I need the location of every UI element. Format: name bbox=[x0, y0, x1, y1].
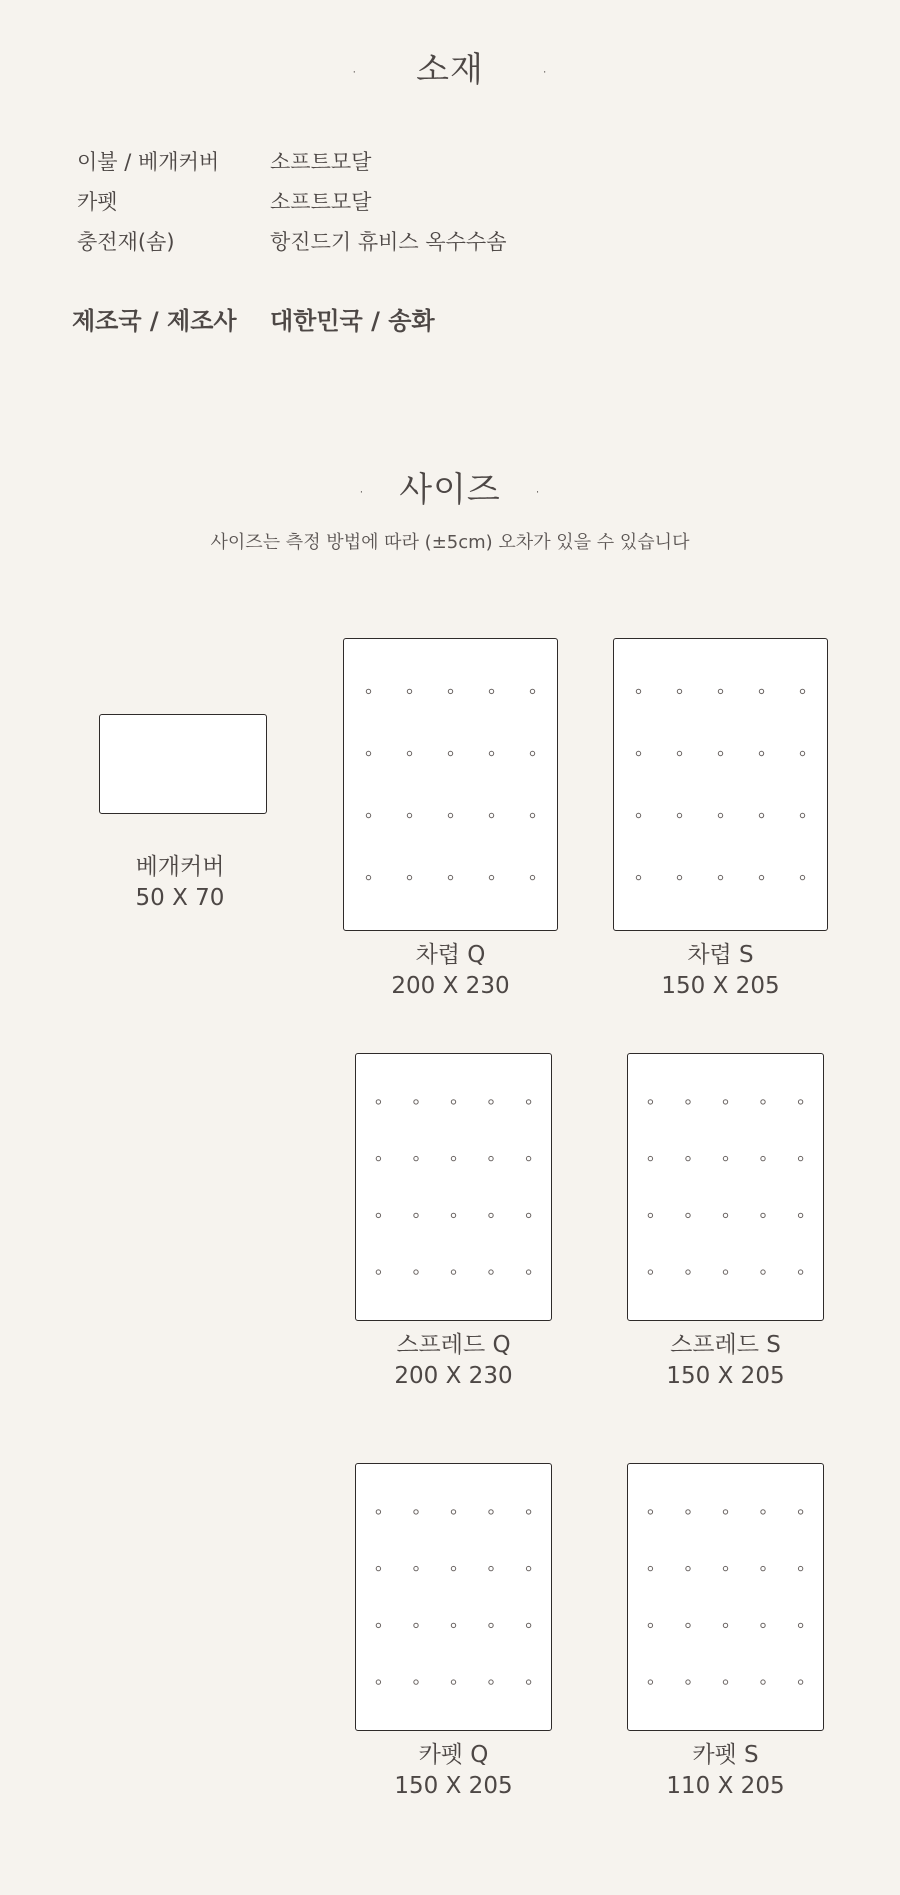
quilt-dot bbox=[723, 1100, 727, 1104]
quilt-dot bbox=[376, 1156, 380, 1160]
quilt-dot bbox=[759, 875, 763, 879]
quilt-dot bbox=[448, 813, 452, 817]
quilt-dot bbox=[376, 1213, 380, 1217]
quilt-dot bbox=[526, 1213, 530, 1217]
quilt-dot bbox=[686, 1623, 690, 1627]
quilt-dot bbox=[414, 1566, 418, 1570]
spread-q-caption bbox=[345, 1330, 562, 1392]
quilt-dot bbox=[489, 1100, 493, 1104]
quilt-dot bbox=[366, 875, 370, 879]
quilt-dot bbox=[800, 813, 804, 817]
quilt-dot bbox=[723, 1566, 727, 1570]
spread-s-dims: 150 X 205 bbox=[666, 1363, 785, 1389]
title-dot-right: · bbox=[541, 59, 549, 84]
quilt-dot bbox=[723, 1680, 727, 1684]
quilt-dot bbox=[636, 875, 640, 879]
quilt-dot bbox=[718, 689, 722, 693]
quilt-dot bbox=[376, 1623, 380, 1627]
quilt-dot bbox=[489, 1213, 493, 1217]
quilt-dot bbox=[530, 813, 534, 817]
quilt-dot bbox=[800, 689, 804, 693]
material-value-filling: 항진드기 휴비스 옥수수솜 bbox=[270, 230, 507, 254]
quilt-dot bbox=[761, 1156, 765, 1160]
material-label-filling: 충전재(솜) bbox=[77, 230, 175, 254]
quilt-dot bbox=[414, 1100, 418, 1104]
quilt-dot bbox=[723, 1623, 727, 1627]
material-value-bedding: 소프트모달 bbox=[270, 150, 372, 174]
carpet-s-dims: 110 X 205 bbox=[666, 1773, 785, 1799]
quilt-dot-pattern bbox=[344, 639, 557, 930]
spread-q-diagram bbox=[355, 1053, 552, 1321]
quilt-dot bbox=[489, 1566, 493, 1570]
quilt-dot bbox=[723, 1510, 727, 1514]
quilt-dot bbox=[526, 1566, 530, 1570]
quilt-dot bbox=[648, 1213, 652, 1217]
quilt-dot bbox=[414, 1680, 418, 1684]
quilt-dot bbox=[718, 751, 722, 755]
chaleop-s-diagram bbox=[613, 638, 828, 931]
title-dot-left: · bbox=[351, 59, 359, 84]
spread-q-dims: 200 X 230 bbox=[394, 1363, 513, 1389]
spread-s-diagram bbox=[627, 1053, 824, 1321]
carpet-s-name: 카펫 S bbox=[692, 1742, 759, 1768]
origin-value: 대한민국 / 송화 bbox=[270, 307, 435, 335]
material-value-carpet: 소프트모달 bbox=[270, 190, 372, 214]
quilt-dot-pattern bbox=[628, 1054, 823, 1320]
quilt-dot bbox=[686, 1680, 690, 1684]
quilt-dot bbox=[723, 1213, 727, 1217]
quilt-dot bbox=[448, 751, 452, 755]
quilt-dot bbox=[407, 689, 411, 693]
quilt-dot bbox=[526, 1623, 530, 1627]
quilt-dot bbox=[489, 875, 493, 879]
material-title-text: 소재 bbox=[416, 50, 484, 90]
carpet-q-diagram bbox=[355, 1463, 552, 1731]
quilt-dot bbox=[366, 689, 370, 693]
quilt-dot bbox=[636, 813, 640, 817]
quilt-dot bbox=[414, 1510, 418, 1514]
chaleop-s-caption bbox=[613, 940, 828, 1002]
quilt-dot bbox=[798, 1156, 802, 1160]
quilt-dot bbox=[451, 1566, 455, 1570]
chaleop-s-name: 차렵 S bbox=[687, 942, 754, 968]
quilt-dot bbox=[526, 1156, 530, 1160]
quilt-dot bbox=[686, 1100, 690, 1104]
quilt-dot bbox=[636, 751, 640, 755]
quilt-dot bbox=[648, 1270, 652, 1274]
quilt-dot bbox=[414, 1270, 418, 1274]
quilt-dot bbox=[798, 1680, 802, 1684]
pillowcover-caption bbox=[99, 852, 261, 914]
quilt-dot bbox=[648, 1100, 652, 1104]
title-dot-left: · bbox=[358, 479, 366, 504]
quilt-dot bbox=[414, 1156, 418, 1160]
quilt-dot bbox=[451, 1270, 455, 1274]
origin-label: 제조국 / 제조사 bbox=[72, 307, 237, 335]
quilt-dot bbox=[407, 875, 411, 879]
carpet-q-caption bbox=[345, 1740, 562, 1802]
quilt-dot bbox=[759, 689, 763, 693]
quilt-dot bbox=[448, 875, 452, 879]
quilt-dot bbox=[648, 1623, 652, 1627]
quilt-dot bbox=[648, 1156, 652, 1160]
quilt-dot bbox=[761, 1623, 765, 1627]
quilt-dot bbox=[376, 1100, 380, 1104]
quilt-dot bbox=[407, 813, 411, 817]
quilt-dot bbox=[451, 1680, 455, 1684]
quilt-dot bbox=[798, 1213, 802, 1217]
quilt-dot bbox=[798, 1270, 802, 1274]
quilt-dot bbox=[448, 689, 452, 693]
quilt-dot bbox=[761, 1566, 765, 1570]
quilt-dot bbox=[718, 875, 722, 879]
quilt-dot bbox=[366, 813, 370, 817]
quilt-dot bbox=[489, 1680, 493, 1684]
pillowcover-diagram bbox=[99, 714, 267, 814]
quilt-dot bbox=[489, 1270, 493, 1274]
quilt-dot bbox=[686, 1213, 690, 1217]
size-title-text: 사이즈 bbox=[399, 470, 501, 510]
quilt-dot bbox=[530, 751, 534, 755]
quilt-dot bbox=[530, 689, 534, 693]
quilt-dot bbox=[677, 689, 681, 693]
carpet-q-name: 카펫 Q bbox=[418, 1742, 489, 1768]
quilt-dot bbox=[376, 1510, 380, 1514]
quilt-dot bbox=[800, 751, 804, 755]
quilt-dot bbox=[451, 1623, 455, 1627]
quilt-dot bbox=[451, 1213, 455, 1217]
quilt-dot bbox=[761, 1270, 765, 1274]
quilt-dot bbox=[686, 1270, 690, 1274]
quilt-dot bbox=[761, 1510, 765, 1514]
quilt-dot bbox=[526, 1100, 530, 1104]
quilt-dot bbox=[526, 1270, 530, 1274]
quilt-dot bbox=[686, 1510, 690, 1514]
quilt-dot bbox=[761, 1100, 765, 1104]
carpet-s-diagram bbox=[627, 1463, 824, 1731]
quilt-dot bbox=[718, 813, 722, 817]
quilt-dot bbox=[489, 813, 493, 817]
pillowcover-dims: 50 X 70 bbox=[135, 885, 225, 911]
quilt-dot bbox=[800, 875, 804, 879]
quilt-dot bbox=[489, 1623, 493, 1627]
chaleop-q-dims: 200 X 230 bbox=[391, 973, 510, 999]
quilt-dot bbox=[761, 1680, 765, 1684]
quilt-dot bbox=[686, 1156, 690, 1160]
quilt-dot bbox=[798, 1100, 802, 1104]
quilt-dot-pattern bbox=[356, 1054, 551, 1320]
chaleop-q-name: 차렵 Q bbox=[415, 942, 486, 968]
quilt-dot bbox=[759, 813, 763, 817]
quilt-dot-pattern bbox=[356, 1464, 551, 1730]
quilt-dot-pattern bbox=[614, 639, 827, 930]
quilt-dot bbox=[489, 751, 493, 755]
quilt-dot bbox=[798, 1510, 802, 1514]
quilt-dot bbox=[376, 1566, 380, 1570]
quilt-dot bbox=[489, 1156, 493, 1160]
carpet-s-caption bbox=[617, 1740, 834, 1802]
quilt-dot bbox=[648, 1566, 652, 1570]
material-section-title bbox=[0, 42, 900, 91]
quilt-dot bbox=[526, 1680, 530, 1684]
pillowcover-name: 베개커버 bbox=[135, 854, 225, 880]
title-dot-right: · bbox=[534, 479, 542, 504]
quilt-dot bbox=[489, 689, 493, 693]
quilt-dot bbox=[526, 1510, 530, 1514]
chaleop-q-diagram bbox=[343, 638, 558, 931]
quilt-dot-pattern bbox=[628, 1464, 823, 1730]
material-label-bedding: 이불 / 베개커버 bbox=[77, 150, 220, 174]
quilt-dot bbox=[489, 1510, 493, 1514]
quilt-dot bbox=[798, 1566, 802, 1570]
quilt-dot bbox=[677, 813, 681, 817]
quilt-dot bbox=[451, 1156, 455, 1160]
quilt-dot bbox=[376, 1270, 380, 1274]
quilt-dot bbox=[677, 875, 681, 879]
material-label-carpet: 카펫 bbox=[77, 190, 118, 214]
spread-q-name: 스프레드 Q bbox=[396, 1332, 511, 1358]
quilt-dot bbox=[376, 1680, 380, 1684]
quilt-dot bbox=[761, 1213, 765, 1217]
quilt-dot bbox=[723, 1156, 727, 1160]
spread-s-caption bbox=[617, 1330, 834, 1392]
quilt-dot bbox=[451, 1510, 455, 1514]
quilt-dot bbox=[798, 1623, 802, 1627]
quilt-dot bbox=[407, 751, 411, 755]
quilt-dot bbox=[636, 689, 640, 693]
quilt-dot bbox=[366, 751, 370, 755]
quilt-dot bbox=[414, 1623, 418, 1627]
size-section-title bbox=[0, 462, 900, 511]
spread-s-name: 스프레드 S bbox=[670, 1332, 781, 1358]
size-tolerance-note: 사이즈는 측정 방법에 따라 (±5cm) 오차가 있을 수 있습니다 bbox=[210, 532, 690, 553]
carpet-q-dims: 150 X 205 bbox=[394, 1773, 513, 1799]
quilt-dot bbox=[686, 1566, 690, 1570]
chaleop-q-caption bbox=[343, 940, 558, 1002]
quilt-dot bbox=[677, 751, 681, 755]
quilt-dot bbox=[723, 1270, 727, 1274]
quilt-dot bbox=[648, 1680, 652, 1684]
quilt-dot bbox=[759, 751, 763, 755]
quilt-dot bbox=[451, 1100, 455, 1104]
chaleop-s-dims: 150 X 205 bbox=[661, 973, 780, 999]
quilt-dot bbox=[530, 875, 534, 879]
quilt-dot bbox=[648, 1510, 652, 1514]
quilt-dot bbox=[414, 1213, 418, 1217]
